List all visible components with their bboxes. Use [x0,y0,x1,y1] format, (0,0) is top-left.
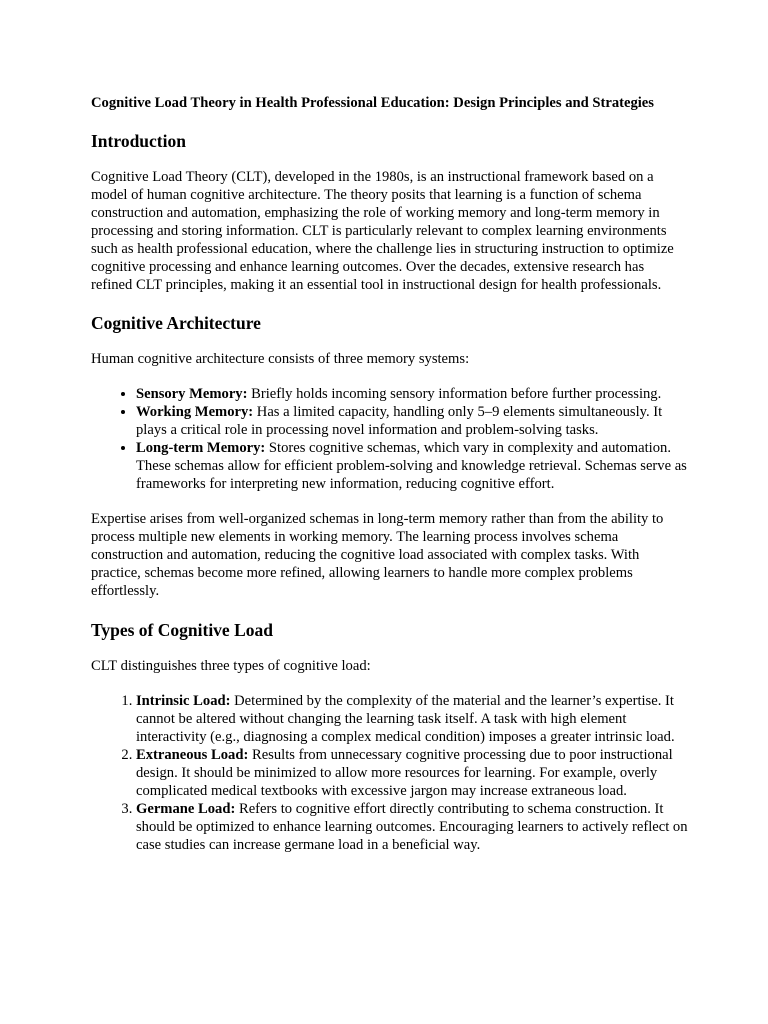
list-item-text: Refers to cognitive effort directly contributing to schema construction. It should be optimized to enhance learning outcomes. Encouraging learners to actively reflect on case studies can increase germane load in a beneficial way. [136,801,688,853]
list-item-term: Extraneous Load: [136,747,249,763]
list-item [136,800,688,854]
list-item-text: Has a limited capacity, handling only 5–9 elements simultaneously. It plays a critical role in processing novel information and problem-solving tasks. [136,404,663,438]
types-intro: CLT distinguishes three types of cognitive load: [91,658,371,674]
introduction-heading: Introduction [91,131,186,151]
list-item [136,746,688,800]
cognitive-load-types-list [91,692,688,854]
list-item [136,403,688,439]
list-item-term: Long-term Memory: [136,440,266,456]
introduction-paragraph: Cognitive Load Theory (CLT), developed in the 1980s, is an instructional framework based on a model of human cognitive architecture. The theory posits that learning is a function of schema construction and automation, emphasizing the role of working memory and long-term memory in processing and storing information. CLT is particularly relevant to complex learning environments such as health professional education, where the challenge lies in structuring instruction to optimize cognitive processing and enhance learning outcomes. Over the decades, extensive research has refined CLT principles, making it an essential tool in instructional design for health professionals. [91,169,674,293]
list-item-term: Working Memory: [136,404,254,420]
cognitive-architecture-intro: Human cognitive architecture consists of three memory systems: [91,351,470,367]
list-item-term: Sensory Memory: [136,386,248,402]
list-item-text: Determined by the complexity of the material and the learner’s expertise. It cannot be altered without changing the learning task itself. A task with high element interactivity (e.g., diagnosing a complex medical condition) imposes a greater intrinsic load. [136,693,675,745]
list-item-term: Germane Load: [136,801,236,817]
list-item [136,692,688,746]
types-of-cognitive-load-heading: Types of Cognitive Load [91,620,273,640]
list-item [136,385,688,403]
list-item-term: Intrinsic Load: [136,693,231,709]
document-title: Cognitive Load Theory in Health Professional Education: Design Principles and Strategies [91,95,654,111]
list-item-text: Briefly holds incoming sensory information before further processing. [247,386,662,402]
expertise-paragraph: Expertise arises from well-organized schemas in long-term memory rather than from the ability to process multiple new elements in working memory. The learning process involves schema construction and automation, reducing the cognitive load associated with complex tasks. With practice, schemas become more refined, allowing learners to handle more complex problems effortlessly. [91,511,664,599]
list-item [136,439,688,493]
memory-systems-list [91,385,688,493]
cognitive-architecture-heading: Cognitive Architecture [91,313,261,333]
list-item-text: Results from unnecessary cognitive processing due to poor instructional design. It should be minimized to allow more resources for learning. For example, overly complicated medical textbooks with excessive jargon may increase extraneous load. [136,747,673,799]
list-item-text: Stores cognitive schemas, which vary in complexity and automation. These schemas allow for efficient problem-solving and knowledge retrieval. Schemas serve as frameworks for interpreting new information, reducing cognitive effort. [136,440,687,492]
